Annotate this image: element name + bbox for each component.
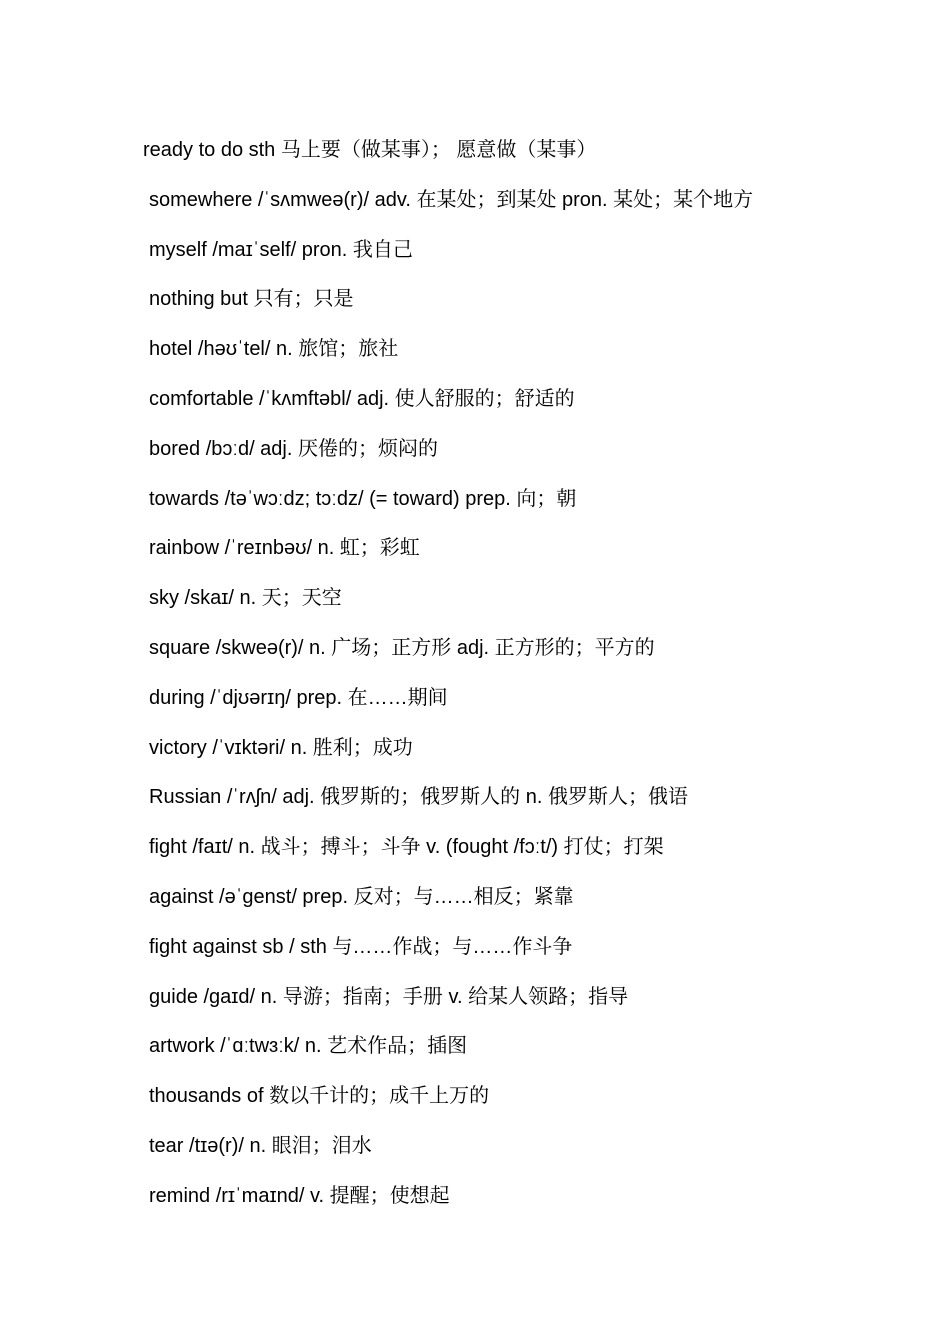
vocab-entry: square /skweə(r)/ n. 广场；正方形 adj. 正方形的；平方的 <box>149 636 655 659</box>
vocab-entry: victory /ˈvɪktəri/ n. 胜利；成功 <box>149 736 413 759</box>
vocab-entry: thousands of 数以千计的；成千上万的 <box>149 1085 490 1108</box>
vocab-entry: ready to do sth 马上要（做某事）； 愿意做（某事） <box>143 139 597 161</box>
vocab-entry: Russian /ˈrʌʃn/ adj. 俄罗斯的；俄罗斯人的 n. 俄罗斯人；俄语 <box>149 786 688 809</box>
vocab-entry: tear /tɪə(r)/ n. 眼泪；泪水 <box>149 1134 372 1157</box>
vocab-entry: sky /skaɪ/ n. 天；天空 <box>149 587 342 610</box>
vocab-entry: guide /gaɪd/ n. 导游；指南；手册 v. 给某人领路；指导 <box>149 985 629 1008</box>
vocab-entry: fight against sb / sth 与……作战；与……作斗争 <box>149 935 573 958</box>
vocab-entry: rainbow /ˈreɪnbəʊ/ n. 虹；彩虹 <box>149 537 420 560</box>
vocab-entry: towards /təˈwɔːdz; tɔːdz/ (= toward) prep. 向；朝 <box>149 487 577 510</box>
vocab-entry: remind /rɪˈmaɪnd/ v. 提醒；使想起 <box>149 1184 450 1207</box>
vocab-entry: nothing but 只有；只是 <box>149 288 354 311</box>
vocab-entry: fight /faɪt/ n. 战斗；搏斗；斗争 v. (fought /fɔːt/) 打仗；打架 <box>149 836 664 859</box>
vocab-entry: comfortable /ˈkʌmftəbl/ adj. 使人舒服的；舒适的 <box>149 387 575 410</box>
vocab-entry: bored /bɔːd/ adj. 厌倦的；烦闷的 <box>149 437 438 460</box>
vocab-entry: during /ˈdjʊərɪŋ/ prep. 在……期间 <box>149 686 448 709</box>
vocab-entry: artwork /ˈɑːtwɜːk/ n. 艺术作品；插图 <box>149 1035 468 1058</box>
vocab-entry: hotel /həʊˈtel/ n. 旅馆；旅社 <box>149 338 399 361</box>
vocab-entry: against /əˈgenst/ prep. 反对；与……相反；紧靠 <box>149 885 574 908</box>
vocab-entry: myself /maɪˈself/ pron. 我自己 <box>149 238 413 261</box>
vocab-entry: somewhere /ˈsʌmweə(r)/ adv. 在某处；到某处 pron. 某处；某个地方 <box>149 188 754 211</box>
vocabulary-list <box>143 133 903 1229</box>
